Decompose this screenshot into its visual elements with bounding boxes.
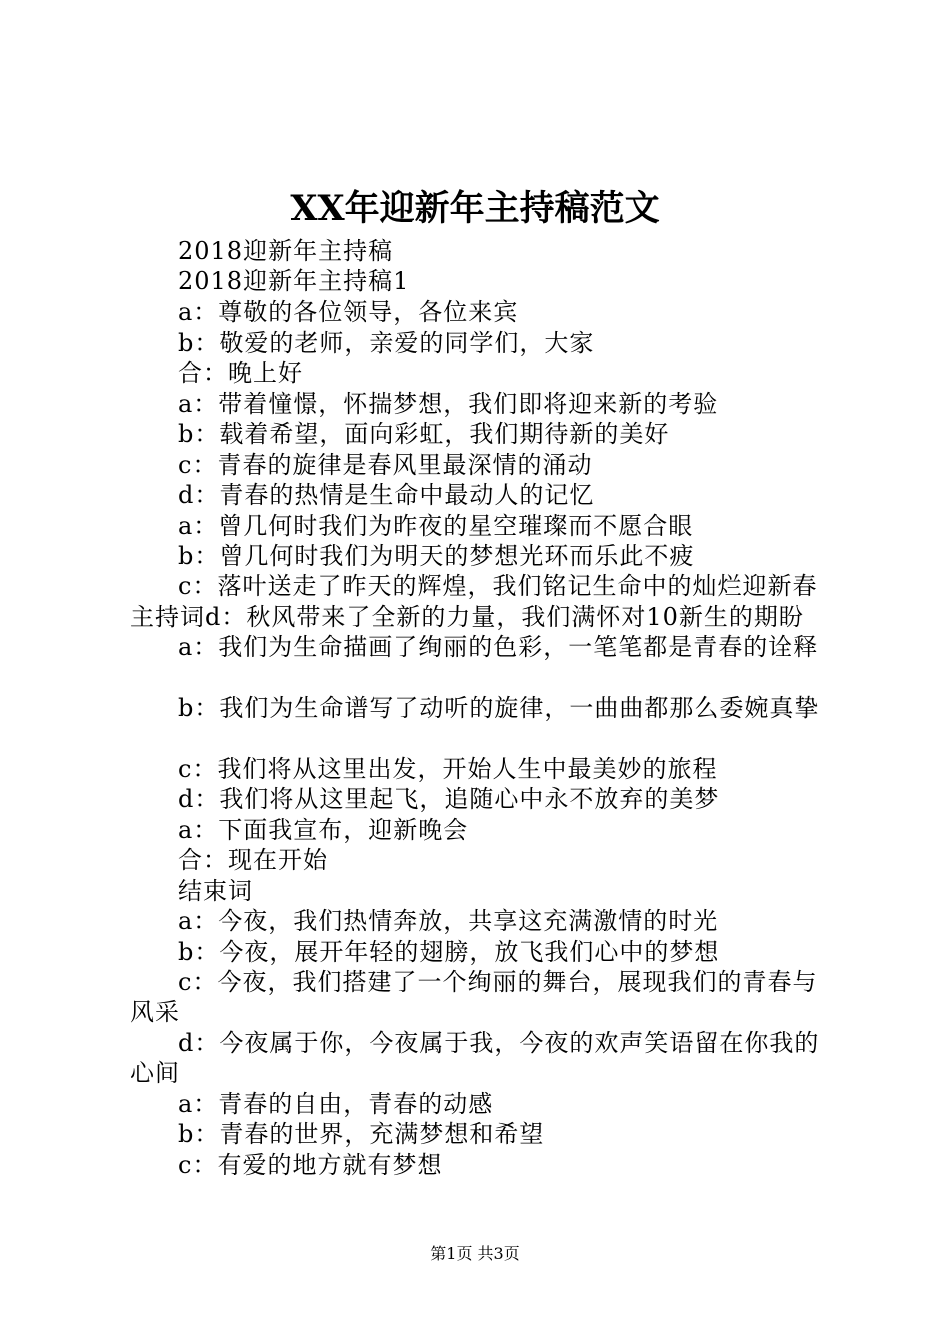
paragraph-line-continuation: 风采	[130, 998, 180, 1026]
paragraph-line: d：青春的热情是生命中最动人的记忆	[178, 481, 595, 509]
paragraph-line-continuation: 心间	[130, 1059, 180, 1087]
paragraph-line: a：我们为生命描画了绚丽的色彩，一笔笔都是青春的诠释	[178, 633, 819, 661]
paragraph-line: c：今夜，我们搭建了一个绚丽的舞台，展现我们的青春与	[178, 968, 818, 996]
paragraph-line: b：今夜，展开年轻的翅膀，放飞我们心中的梦想	[178, 938, 720, 966]
paragraph-line: d：我们将从这里起飞，追随心中永不放弃的美梦	[178, 785, 720, 813]
paragraph-line: c：我们将从这里出发，开始人生中最美妙的旅程	[178, 755, 718, 783]
paragraph-line: b：我们为生命谱写了动听的旋律，一曲曲都那么委婉真挚	[178, 694, 820, 722]
paragraph-line-continuation: 主持词d：秋风带来了全新的力量，我们满怀对10新生的期盼	[130, 603, 804, 631]
paragraph-line: 合：晚上好	[178, 359, 303, 387]
paragraph-line: a：下面我宣布，迎新晚会	[178, 816, 469, 844]
page-number-footer: 第1页 共3页	[430, 1244, 520, 1263]
paragraph-line: b：青春的世界，充满梦想和希望	[178, 1120, 545, 1148]
paragraph-line: b：敬爱的老师，亲爱的同学们，大家	[178, 329, 595, 357]
paragraph-line: c：青春的旋律是春风里最深情的涌动	[178, 451, 593, 479]
paragraph-line: a：曾几何时我们为昨夜的星空璀璨而不愿合眼	[178, 512, 694, 540]
paragraph-line: a：青春的自由，青春的动感	[178, 1090, 494, 1118]
paragraph-line: 合：现在开始	[178, 846, 328, 874]
paragraph-line: c：落叶送走了昨天的辉煌，我们铭记生命中的灿烂迎新春	[178, 572, 818, 600]
paragraph-line: a：尊敬的各位领导，各位来宾	[178, 298, 519, 326]
paragraph-line: b：曾几何时我们为明天的梦想光环而乐此不疲	[178, 542, 695, 570]
section-heading: 结束词	[178, 877, 253, 905]
paragraph-line: a：带着憧憬，怀揣梦想，我们即将迎来新的考验	[178, 390, 719, 418]
paragraph-line: 2018迎新年主持稿	[178, 237, 394, 265]
paragraph-line: d：今夜属于你，今夜属于我，今夜的欢声笑语留在你我的	[178, 1029, 820, 1057]
paragraph-line: b：载着希望，面向彩虹，我们期待新的美好	[178, 420, 670, 448]
paragraph-line: 2018迎新年主持稿1	[178, 267, 410, 295]
paragraph-line: c：有爱的地方就有梦想	[178, 1151, 443, 1179]
document-title: XX年迎新年主持稿范文	[290, 188, 660, 229]
paragraph-line: a：今夜，我们热情奔放，共享这充满激情的时光	[178, 907, 719, 935]
